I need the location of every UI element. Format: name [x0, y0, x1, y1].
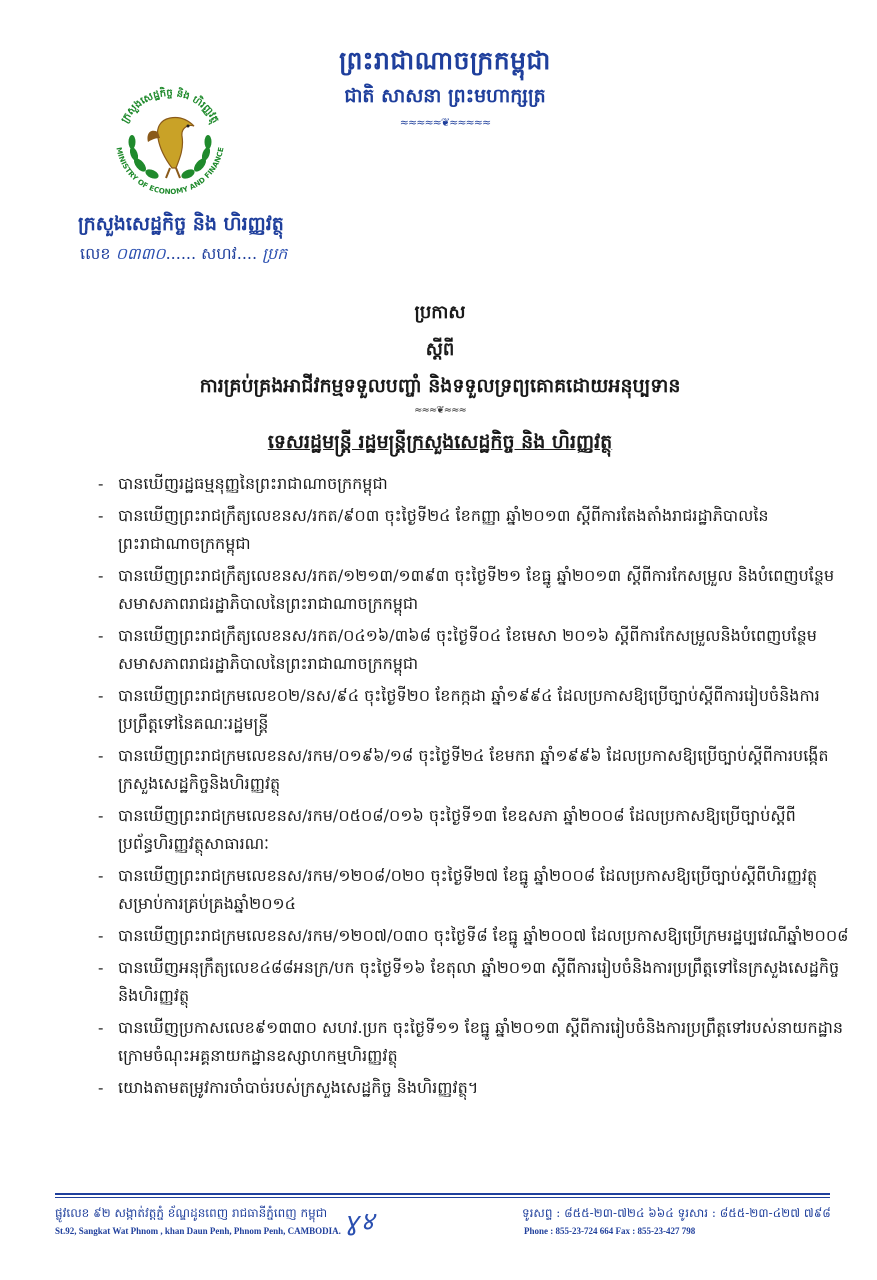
- legal-basis-list: [92, 470, 852, 1106]
- reference-number: លេខ ០៣៣០...... សហវ.... ប្រក: [80, 244, 288, 263]
- reference-code: សហវ.: [201, 244, 242, 263]
- document-subject: ការគ្រប់គ្រងអាជីវកម្មទទួលបញ្ចាំ និងទទួលទ្រព្យគោគដោយអនុប្បទាន: [199, 375, 681, 397]
- footer-divider: [55, 1193, 830, 1195]
- list-item: - បានឃើញព្រះរាជក្រមលេខនស/រកម/០១៩៦/១៨ ចុះថ្ងៃទី២៤ ខែមករា ឆ្នាំ១៩៩៦ ដែលប្រកាសឱ្យប្រើច្បាប់ស្ដីពីការបង្កើតក្រសួងសេដ្ឋកិច្ចនិងហិរញ្ញវត្ថុ: [98, 746, 829, 793]
- handwritten-initial: ɣ४: [345, 1207, 375, 1237]
- footer-address-khmer: ផ្លូវលេខ ៩២ សង្កាត់វត្តភ្នំ ខ័ណ្ឌដូនពេញ រាជធានីភ្នំពេញ កម្ពុជា: [55, 1206, 328, 1220]
- logo-english-text: MINISTRY OF ECONOMY AND FINANCE: [114, 146, 226, 197]
- reference-suffix: ប្រក: [262, 244, 288, 263]
- title-block: [150, 300, 730, 458]
- list-item: - បានឃើញព្រះរាជក្រមលេខនស/រកម/០៥០៨/០១៦ ចុះថ្ងៃទី១៣ ខែឧសភា ឆ្នាំ២០០៨ ដែលប្រកាសឱ្យប្រើច្បាប់ស្ដីពីប្រព័ន្ធហិរញ្ញវត្ថុសាធារណៈ: [98, 806, 796, 853]
- list-item: - បានឃើញប្រកាសលេខ៩១៣៣០ សហវ.ប្រក ចុះថ្ងៃទី១១ ខែធ្នូ ឆ្នាំ២០១៣ ស្ដីពីការរៀបចំនិងការប្រព្រឹត្តទៅរបស់នាយកដ្ឋានក្រោមចំណុះអគ្គនាយកដ្ឋានឧស្សាហកម្មហិរញ្ញវត្ថុ: [98, 1018, 844, 1065]
- list-item: - បានឃើញព្រះរាជក្រមលេខនស/រកម/១២០៧/០៣០ ចុះថ្ងៃទី៨ ខែធ្នូ ឆ្នាំ២០០៧ ដែលប្រកាសឱ្យប្រើក្រមរដ្ឋប្បវេណីឆ្នាំ២០០៨: [98, 926, 849, 945]
- list-item: - បានឃើញព្រះរាជក្រមលេខ០២/នស/៩៤ ចុះថ្ងៃទី២០ ខែកក្កដា ឆ្នាំ១៩៩៤ ដែលប្រកាសឱ្យប្រើច្បាប់ស្ដីពីការរៀបចំនិងការប្រព្រឹត្តទៅនៃគណៈរដ្ឋមន្ត្រី: [98, 686, 820, 733]
- kingdom-title: ព្រះរាជាណាចក្រកម្ពុជា: [339, 46, 551, 75]
- document-type: ប្រកាស: [414, 302, 466, 323]
- ministry-name: ក្រសួងសេដ្ឋកិច្ច និង ហិរញ្ញវត្ថុ: [78, 213, 284, 235]
- document-about: ស្ដីពី: [425, 339, 455, 360]
- footer-contact-khmer: ទូរសព្ទ : ៨៥៥-២៣-៧២៤ ៦៦៤ ទូរសារ : ៨៥៥-២៣-៤២៧ ៧៩៨: [522, 1206, 831, 1220]
- list-item: - បានឃើញព្រះរាជក្រឹត្យលេខនស/រកត/៩០៣ ចុះថ្ងៃទី២៤ ខែកញ្ញា ឆ្នាំ២០១៣ ស្ដីពីការតែងតាំងរាជរដ្ឋាភិបាលនៃព្រះរាជាណាចក្រកម្ពុជា: [98, 506, 769, 553]
- footer-address-english: St.92, Sangkat Wat Phnom , khan Daun Penh, Phnom Penh, CAMBODIA.: [55, 1226, 341, 1236]
- kingdom-motto: ជាតិ សាសនា ព្រះមហាក្សត្រ: [344, 85, 546, 107]
- list-item: - បានឃើញព្រះរាជក្រឹត្យលេខនស/រកត/០៤១៦/៣៦៨ ចុះថ្ងៃទី០៤ ខែមេសា ២០១៦ ស្ដីពីការកែសម្រួលនិងបំពេញបន្ថែមសមាសភាពរាជរដ្ឋាភិបាលនៃព្រះរាជាណាចក្រកម្ពុជា: [98, 626, 817, 673]
- ministry-logo: [100, 70, 240, 210]
- issuing-authority: ទេសរដ្ឋមន្ត្រី រដ្ឋមន្ត្រីក្រសួងសេដ្ឋកិច្ច និង ហិរញ្ញវត្ថុ: [267, 431, 613, 453]
- list-item: - បានឃើញព្រះរាជក្រមលេខនស/រកម/១២០៨/០២០ ចុះថ្ងៃទី២៧ ខែធ្នូ ឆ្នាំ២០០៨ ដែលប្រកាសឱ្យប្រើច្បាប់ស្ដីពីហិរញ្ញវត្ថុសម្រាប់ការគ្រប់គ្រងឆ្នាំ២០១៤: [98, 866, 818, 913]
- footer-contact-english: Phone : 855-23-724 664 Fax : 855-23-427 798: [524, 1226, 696, 1236]
- kingdom-header: [300, 46, 590, 129]
- logo-khmer-text: ក្រសួងសេដ្ឋកិច្ច និង ហិរញ្ញវត្ថុ: [119, 87, 221, 126]
- reference-prefix: លេខ: [80, 244, 111, 263]
- list-item: - បានឃើញរដ្ឋធម្មនុញ្ញនៃព្រះរាជាណាចក្រកម្ពុជា: [98, 474, 388, 493]
- bird-emblem-icon: [147, 117, 194, 178]
- list-item: - បានឃើញព្រះរាជក្រឹត្យលេខនស/រកត/១២១៣/១៣៩៣ ចុះថ្ងៃទី២១ ខែធ្នូ ឆ្នាំ២០១៣ ស្ដីពីការកែសម្រួល និងបំពេញបន្ថែមសមាសភាពរាជរដ្ឋាភិបាលនៃព្រះរាជាណាចក្រកម្ពុជា: [98, 566, 835, 613]
- footer-divider-thin: [55, 1197, 830, 1198]
- reference-number-value: ០៣៣០: [115, 244, 166, 263]
- list-item: - យោងតាមតម្រូវការចាំបាច់របស់ក្រសួងសេដ្ឋកិច្ច និងហិរញ្ញវត្ថុ។: [98, 1078, 479, 1097]
- title-ornament: ≈≈≈❦≈≈≈: [414, 405, 466, 416]
- header-ornament: ≈≈≈≈≈❦≈≈≈≈≈: [399, 116, 491, 129]
- list-item: - បានឃើញអនុក្រឹត្យលេខ៤៨៨អនក្រ/បក ចុះថ្ងៃទី១៦ ខែតុលា ឆ្នាំ២០១៣ ស្ដីពីការរៀបចំនិងការប្រព្រឹត្តទៅនៃក្រសួងសេដ្ឋកិច្ចនិងហិរញ្ញវត្ថុ: [98, 958, 840, 1005]
